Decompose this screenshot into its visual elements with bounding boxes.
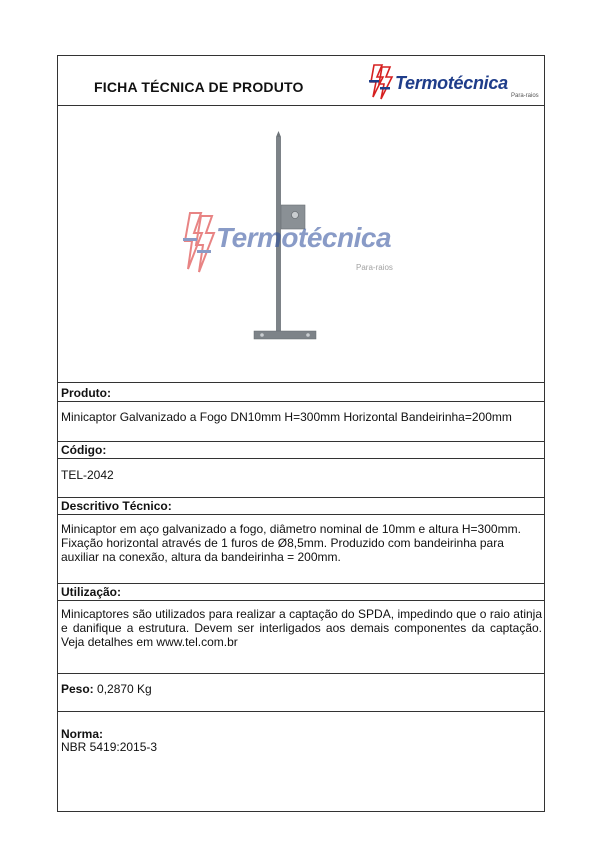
descritivo-top-divider xyxy=(58,497,544,498)
norma-text: NBR 5419:2015-3 xyxy=(61,740,158,754)
descritivo-line: auxiliar na conexão, altura da bandeirinha = 200mm. xyxy=(61,550,341,564)
lightning-logo-icon xyxy=(368,63,396,101)
brand-subtitle: Para-raios xyxy=(511,93,539,99)
watermark-subtitle: Para-raios xyxy=(356,263,393,272)
utilizacao-label: Utilização: xyxy=(61,585,122,599)
norma-label: Norma: xyxy=(61,727,104,741)
produto-divider xyxy=(58,401,544,402)
descritivo-line: Fixação horizontal através de 1 furos de Ø8,5mm. Produzido com bandeirinha para xyxy=(61,536,504,550)
codigo-label: Código: xyxy=(61,443,107,457)
produto-label: Produto: xyxy=(61,386,111,400)
utilizacao-divider xyxy=(58,600,544,601)
codigo-text: TEL-2042 xyxy=(61,468,114,482)
brand-logo xyxy=(368,63,540,101)
descritivo-divider xyxy=(58,514,544,515)
sheet-header xyxy=(58,56,544,106)
sheet-title: FICHA TÉCNICA DE PRODUTO xyxy=(94,79,304,95)
peso-top-divider xyxy=(58,673,544,674)
peso-value: 0,2870 Kg xyxy=(97,682,152,696)
codigo-divider xyxy=(58,458,544,459)
product-sheet xyxy=(57,55,545,812)
produto-text: Minicaptor Galvanizado a Fogo DN10mm H=300mm Horizontal Bandeirinha=200mm xyxy=(61,410,512,424)
peso-row xyxy=(61,682,152,696)
peso-label: Peso: xyxy=(61,682,98,696)
product-image-area xyxy=(58,106,544,383)
descritivo-text xyxy=(61,522,542,564)
descritivo-label: Descritivo Técnico: xyxy=(61,499,172,513)
watermark-name: Termotécnica xyxy=(216,222,392,253)
utilizacao-top-divider xyxy=(58,583,544,584)
norma-top-divider xyxy=(58,711,544,712)
brand-name: Termotécnica xyxy=(395,73,508,93)
utilizacao-text: Minicaptores são utilizados para realizar a captação do SPDA, impedindo que o raio atinja e danifique a estrutura. Devem ser interligados aos demais componentes da captação. Veja detalhes em www.tel.com.br xyxy=(61,607,542,649)
descritivo-line: Minicaptor em aço galvanizado a fogo, diâmetro nominal de 10mm e altura H=300mm. xyxy=(61,522,521,536)
watermark-lightning-icon xyxy=(182,209,218,275)
watermark-logo xyxy=(182,209,412,279)
codigo-top-divider xyxy=(58,441,544,442)
